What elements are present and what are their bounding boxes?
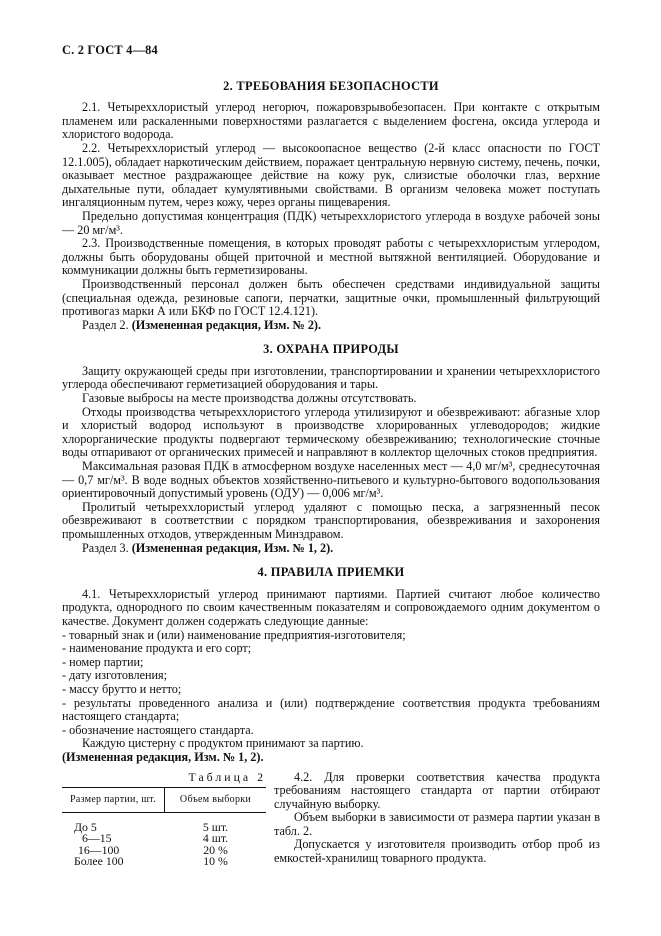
table-row: [62, 812, 266, 833]
paragraph-3-1: Защиту окружающей среды при изготовлении, транспортировании и хранении четыреххлористого углерода обеспечивают герметизацией оборудования и тары.: [62, 363, 600, 392]
list-item: - результаты проведенного анализа и (или) подтверждение соответствия продукта требованиям настоящего стандарта;: [62, 695, 600, 724]
section-2-revision-note: [62, 319, 600, 333]
table-cell: Более 100: [74, 854, 124, 869]
table-row: [62, 856, 266, 868]
table-2-title: Таблица 2: [188, 769, 266, 784]
list-item: - товарный знак и (или) наименование предприятия-изготовителя;: [62, 627, 406, 642]
paragraph-3-5: Пролитый четыреххлористый углерод удаляют с помощью песка, а загрязненный песок обезвреживают в соответствии с порядком транспортирования, обезвреживания и захоронения промышленных отходов, утвержденным Минздравом.: [62, 499, 600, 541]
paragraph-2-2: 2.2. Четыреххлористый углерод — высокоопасное вещество (2-й класс опасности по ГОСТ 12.1.005), обладает наркотическим действием, поражает центральную нервную систему, печень, почки, оказывает местное раздражающее действие на кожу рук, слизистые оболочки глаз, верхние дыхательные пути, обладает кумулятивными свойствами. В организм человека может поступать ингаляционным путем, через кожу, через органы пищеварения.: [62, 140, 600, 210]
paragraph-4-2: 4.2. Для проверки соответствия качества продукта требованиям настоящего стандарта от партии отбирают случайную выборку.: [274, 769, 600, 811]
paragraph-sample-volume: Объем выборки в зависимости от размера партии указан в табл. 2.: [274, 810, 600, 838]
column-header-batch-size: Размер партии, шт.: [62, 788, 165, 813]
paragraph-ppe: Производственный персонал должен быть обеспечен средствами индивидуальной защиты (специальная одежда, резиновые сапоги, перчатки, защитные очки, промышленный фильтрующий противогаз марки А или БКФ по ГОСТ 12.4.121).: [62, 276, 600, 319]
revision-note-prefix: Раздел 3.: [82, 540, 132, 555]
list-item: - массу брутто и нетто;: [62, 681, 182, 696]
paragraph-sampling-permission: Допускается у изготовителя производить отбор проб из емкостей-хранилищ товарного продукта.: [274, 837, 600, 866]
paragraph-2-1: 2.1. Четыреххлористый углерод негорюч, пожаровзрывобезопасен. При контакте с открытым пламенем или раскаленными поверхностями разлагается с выделением фосгена, оксида углерода и хлористого водорода.: [62, 100, 600, 142]
section-4-revision-note: (Измененная редакция, Изм. № 1, 2).: [62, 749, 264, 764]
section-3-title: 3. ОХРАНА ПРИРОДЫ: [263, 342, 399, 357]
section-4-2-column: [274, 771, 600, 866]
paragraph-2-3: 2.3. Производственные помещения, в которых проводят работы с четыреххлористым углеродом, должны быть оборудованы общей приточной и местной вытяжной вентиляцией. Оборудование и коммуникации должны быть герметизированы.: [62, 236, 600, 278]
table-cell: 16—100: [78, 842, 120, 857]
list-item: - наименование продукта и его сорт;: [62, 641, 252, 656]
revision-note-text: (Измененная редакция, Изм. № 2).: [131, 317, 322, 332]
column-header-sample-size: Объем выборки: [165, 788, 267, 813]
table-cell: До 5: [74, 819, 97, 834]
section-2-title: 2. ТРЕБОВАНИЯ БЕЗОПАСНОСТИ: [223, 78, 439, 93]
table-2: [62, 787, 266, 868]
list-item: - номер партии;: [62, 654, 144, 669]
paragraph-3-2: Газовые выбросы на месте производства должны отсутствовать.: [82, 391, 417, 406]
paragraph-4-1: 4.1. Четыреххлористый углерод принимают партиями. Партией считают любое количество продукта, однородного по своим качественным показателям и сопровождаемого одним документом о качестве. Документ должен содержать следующие данные:: [62, 586, 600, 628]
revision-note-text: (Измененная редакция, Изм. № 1, 2).: [131, 540, 334, 555]
paragraph-tank-batch: Каждую цистерну с продуктом принимают за партию.: [82, 736, 364, 751]
document-data-list: [62, 629, 600, 738]
table-header-row: [62, 788, 266, 813]
table-cell: 4 шт.: [202, 831, 229, 846]
table-cell: 10 %: [203, 854, 228, 869]
document-page: [62, 43, 600, 869]
revision-note-prefix: Раздел 2.: [82, 317, 132, 332]
list-item: - обозначение настоящего стандарта.: [62, 722, 254, 737]
table-cell: 5 шт.: [202, 819, 229, 834]
table-2-block: [62, 771, 266, 869]
paragraph-pdk: Предельно допустимая концентрация (ПДК) четыреххлористого углерода в воздухе рабочей зоны — 20 мг/м³.: [62, 208, 600, 237]
paragraph-3-4: Максимальная разовая ПДК в атмосферном воздухе населенных мест — 4,0 мг/м³, среднесуточная — 0,7 мг/м³. В воде водных объектов хозяйственно-питьевого и культурно-бытового водопользования ориентировочный допустимый уровень (ОДУ) — 0,006 мг/м³.: [62, 459, 600, 501]
section-4-title: 4. ПРАВИЛА ПРИЕМКИ: [257, 565, 405, 580]
paragraph-3-3: Отходы производства четыреххлористого углерода утилизируют и обезвреживают: абгазные хлор и хлористый водород используют в производстве хлорированных углеводородов; жидкие хлорорганические продукты подвергают термическому обезвреживанию; технологические сточные воды отпаривают от органических примесей и направляют в коллектор щелочных стоков предприятия.: [62, 404, 600, 460]
table-cell: 6—15: [82, 831, 112, 846]
table-cell: 20 %: [203, 842, 228, 857]
section-3-revision-note: [62, 542, 600, 556]
list-item: - дату изготовления;: [62, 668, 168, 683]
table-and-text-block: [62, 769, 600, 869]
page-header: С. 2 ГОСТ 4—84: [62, 43, 158, 57]
